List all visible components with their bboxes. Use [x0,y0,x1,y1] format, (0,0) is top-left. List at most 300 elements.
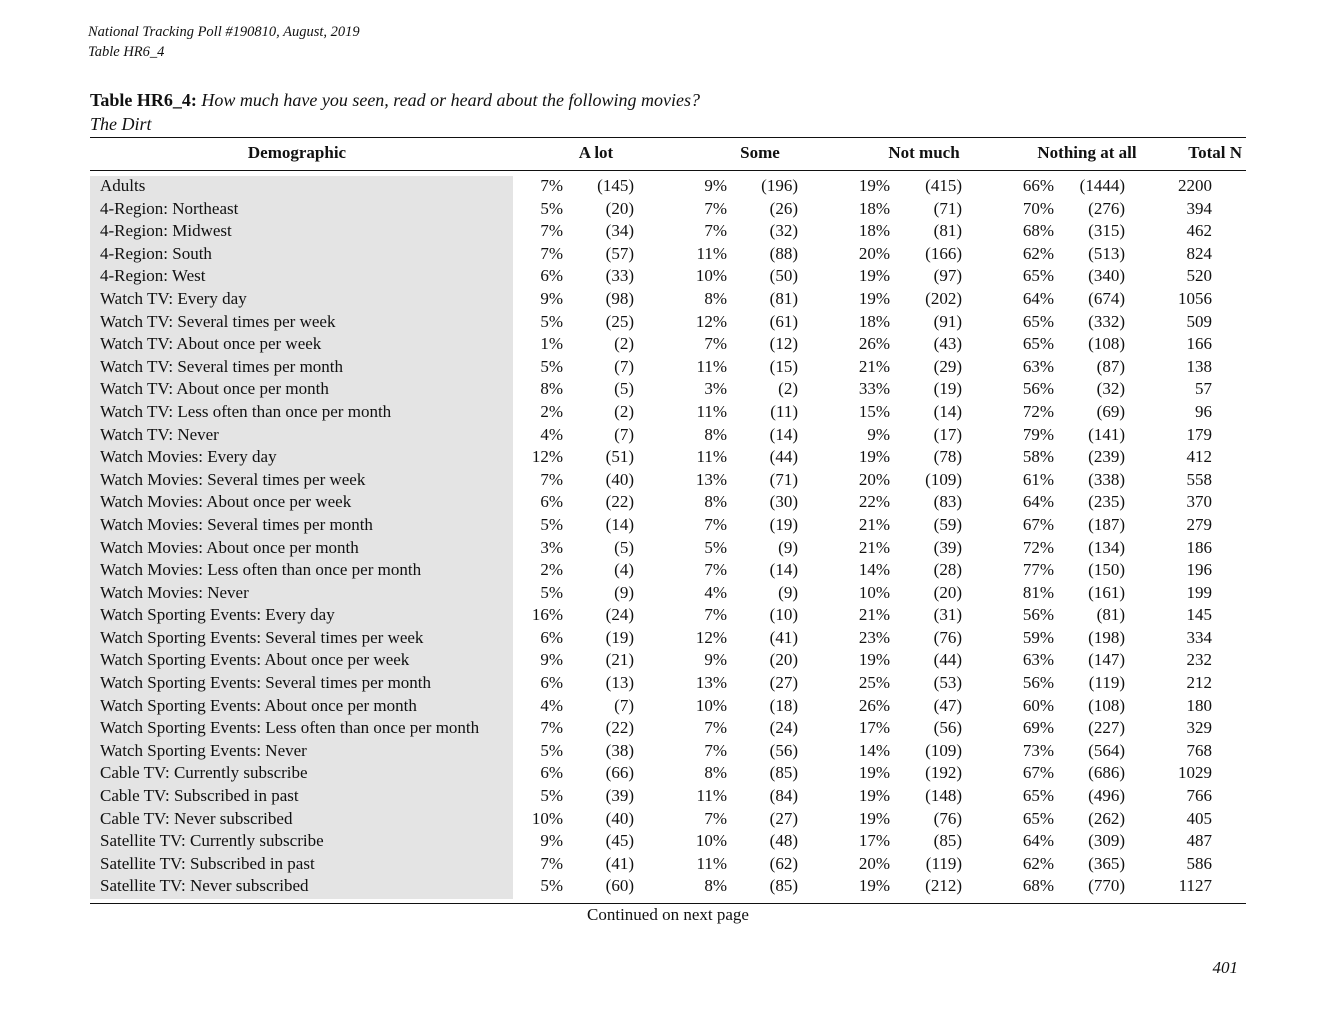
cell-not-much-n: (56) [933,718,962,738]
cell-a-lot-pct: 5% [540,311,563,331]
cell-a-lot-pct: 6% [540,492,563,512]
cell-nothing-pct: 58% [1022,447,1054,467]
cell-total-n: 1056 [1178,288,1212,308]
row-label: 4-Region: South [100,243,212,263]
cell-nothing-n: (332) [1088,311,1125,331]
table-row [90,491,1246,514]
cell-a-lot-pct: 3% [540,537,563,557]
cell-some-n: (9) [778,582,798,602]
row-label: Watch Movies: About once per month [100,537,359,557]
cell-total-n: 2200 [1178,176,1212,195]
cell-a-lot-n: (41) [605,853,634,873]
table-row [90,356,1246,379]
row-label: Watch Sporting Events: Less often than once per month [100,718,480,738]
row-label: Watch Movies: About once per week [100,492,352,512]
cell-some-pct: 4% [704,582,727,602]
cell-some-n: (196) [761,176,798,195]
cell-some-pct: 12% [695,627,727,647]
cell-nothing-pct: 67% [1022,763,1054,783]
row-label: Watch Movies: Every day [100,447,277,467]
cell-nothing-pct: 72% [1022,401,1054,421]
cell-not-much-n: (19) [933,379,962,399]
cell-total-n: 520 [1186,266,1212,286]
cell-not-much-pct: 19% [858,288,890,308]
cell-some-pct: 10% [695,695,727,715]
cell-not-much-pct: 17% [858,831,890,851]
row-label: Watch TV: Every day [100,288,247,308]
col-header-demographic: Demographic [247,143,347,162]
cell-some-n: (44) [769,447,798,467]
cell-some-pct: 10% [695,831,727,851]
col-header-not-much: Not much [888,143,960,162]
cell-a-lot-n: (13) [605,673,634,693]
cell-not-much-n: (53) [933,673,962,693]
cell-not-much-n: (31) [933,605,962,625]
row-label: Satellite TV: Never subscribed [100,876,309,896]
cell-not-much-pct: 15% [858,401,890,421]
cell-not-much-n: (85) [933,831,962,851]
cell-not-much-n: (91) [933,311,962,331]
cell-nothing-n: (564) [1088,740,1125,760]
page-number: 401 [1212,958,1238,977]
cell-not-much-n: (47) [933,695,962,715]
row-label: Watch Sporting Events: Several times per week [100,627,424,647]
cell-total-n: 1127 [1178,876,1212,896]
cell-a-lot-pct: 4% [540,424,563,444]
table-row [90,175,1246,198]
cell-nothing-n: (674) [1088,288,1125,308]
cell-nothing-pct: 63% [1022,650,1054,670]
cell-nothing-pct: 81% [1022,582,1054,602]
cell-nothing-pct: 65% [1022,334,1054,354]
table-row [90,243,1246,266]
row-label: Adults [100,176,146,195]
cell-total-n: 487 [1186,831,1212,851]
cell-some-n: (32) [769,221,798,241]
cell-a-lot-pct: 9% [540,288,563,308]
cell-some-pct: 7% [704,605,727,625]
cell-nothing-n: (108) [1088,695,1125,715]
cell-some-pct: 7% [704,221,727,241]
cell-nothing-pct: 62% [1022,243,1054,263]
cell-not-much-pct: 10% [858,582,890,602]
cell-nothing-pct: 60% [1022,695,1054,715]
cell-nothing-pct: 67% [1022,514,1054,534]
cell-a-lot-pct: 16% [531,605,563,625]
cell-some-pct: 5% [704,537,727,557]
table-row [90,469,1246,492]
cell-a-lot-n: (7) [614,356,634,376]
cell-total-n: 509 [1186,311,1212,331]
cell-nothing-n: (32) [1096,379,1125,399]
cell-some-pct: 9% [704,176,727,195]
cell-not-much-n: (59) [933,514,962,534]
cell-some-pct: 7% [704,808,727,828]
cell-nothing-n: (513) [1088,243,1125,263]
cell-a-lot-n: (24) [605,605,634,625]
cell-some-n: (20) [769,650,798,670]
cell-not-much-pct: 18% [858,311,890,331]
cell-not-much-n: (109) [925,469,962,489]
table-row [90,514,1246,537]
cell-a-lot-pct: 4% [540,695,563,715]
cell-some-pct: 11% [696,786,727,806]
cell-a-lot-n: (51) [605,447,634,467]
cell-nothing-pct: 65% [1022,266,1054,286]
row-label: Watch Sporting Events: About once per month [100,695,417,715]
col-header-a-lot: A lot [578,143,614,162]
cell-nothing-pct: 61% [1022,469,1054,489]
cell-not-much-pct: 19% [858,266,890,286]
cell-nothing-n: (227) [1088,718,1125,738]
cell-a-lot-pct: 6% [540,673,563,693]
table-row [90,333,1246,356]
cell-not-much-n: (39) [933,537,962,557]
cell-some-pct: 3% [704,379,727,399]
cell-some-n: (85) [769,876,798,896]
cell-a-lot-pct: 5% [540,582,563,602]
cell-a-lot-n: (145) [597,176,634,195]
cell-nothing-n: (309) [1088,831,1125,851]
cell-some-n: (88) [769,243,798,263]
cell-not-much-n: (76) [933,627,962,647]
cell-not-much-n: (76) [933,808,962,828]
cell-nothing-pct: 68% [1022,876,1054,896]
table-row [90,424,1246,447]
cell-some-n: (71) [769,469,798,489]
table-row [90,537,1246,560]
cell-a-lot-pct: 6% [540,763,563,783]
row-label: Satellite TV: Currently subscribe [100,831,324,851]
table-row [90,288,1246,311]
cell-a-lot-pct: 7% [540,176,563,195]
cell-a-lot-pct: 7% [540,853,563,873]
cell-a-lot-n: (9) [614,582,634,602]
cell-not-much-pct: 21% [858,537,890,557]
cell-total-n: 412 [1186,447,1212,467]
table-title [90,88,700,136]
cell-some-pct: 11% [696,853,727,873]
cell-not-much-pct: 20% [858,469,890,489]
cell-not-much-n: (44) [933,650,962,670]
cell-some-n: (19) [769,514,798,534]
cell-a-lot-n: (20) [605,198,634,218]
cell-total-n: 279 [1186,514,1212,534]
cell-nothing-pct: 59% [1022,627,1054,647]
row-label: Cable TV: Subscribed in past [100,786,299,806]
table-row [90,717,1246,740]
cell-nothing-n: (338) [1088,469,1125,489]
cell-total-n: 1029 [1178,763,1212,783]
cell-a-lot-n: (14) [605,514,634,534]
cell-a-lot-n: (40) [605,469,634,489]
cell-nothing-pct: 79% [1022,424,1054,444]
cell-a-lot-n: (19) [605,627,634,647]
cell-not-much-n: (212) [925,876,962,896]
cell-a-lot-n: (39) [605,786,634,806]
cell-some-n: (24) [769,718,798,738]
cell-some-n: (9) [778,537,798,557]
cell-total-n: 586 [1186,853,1212,873]
row-label: Watch TV: Several times per month [100,356,344,376]
cell-some-n: (61) [769,311,798,331]
cell-a-lot-pct: 7% [540,243,563,263]
cell-a-lot-n: (25) [605,311,634,331]
cell-some-n: (12) [769,334,798,354]
cell-not-much-pct: 19% [858,650,890,670]
cell-some-pct: 11% [696,401,727,421]
cell-some-n: (81) [769,288,798,308]
cell-a-lot-pct: 5% [540,740,563,760]
cell-a-lot-pct: 9% [540,650,563,670]
table-row [90,198,1246,221]
cell-some-pct: 7% [704,198,727,218]
cell-nothing-n: (315) [1088,221,1125,241]
table-row [90,808,1246,831]
table-row [90,446,1246,469]
row-label: Watch Sporting Events: About once per week [100,650,410,670]
cell-a-lot-pct: 8% [540,379,563,399]
cell-a-lot-pct: 7% [540,469,563,489]
cell-not-much-pct: 19% [858,176,890,195]
row-label: Watch TV: Several times per week [100,311,336,331]
cell-a-lot-n: (22) [605,718,634,738]
top-rule [90,137,1246,138]
cell-nothing-n: (496) [1088,786,1125,806]
cell-a-lot-n: (45) [605,831,634,851]
cell-some-pct: 13% [695,673,727,693]
cell-some-n: (85) [769,763,798,783]
cell-not-much-n: (202) [925,288,962,308]
table-id: Table HR6_4 [88,44,165,60]
cell-nothing-pct: 66% [1022,176,1054,195]
cell-not-much-n: (109) [925,740,962,760]
cell-total-n: 180 [1186,695,1212,715]
cell-a-lot-n: (2) [614,401,634,421]
row-label: Watch Movies: Never [100,582,249,602]
cell-not-much-n: (166) [925,243,962,263]
cell-some-pct: 11% [696,356,727,376]
cell-a-lot-n: (98) [605,288,634,308]
cell-a-lot-n: (38) [605,740,634,760]
cell-a-lot-n: (2) [614,334,634,354]
cell-some-pct: 8% [704,288,727,308]
cell-nothing-n: (239) [1088,447,1125,467]
cell-some-pct: 11% [696,243,727,263]
cell-nothing-n: (108) [1088,334,1125,354]
cell-nothing-pct: 64% [1022,492,1054,512]
cell-not-much-n: (148) [925,786,962,806]
table-subtitle: The Dirt [90,114,152,134]
table-row [90,220,1246,243]
cell-some-n: (26) [769,198,798,218]
cell-some-n: (41) [769,627,798,647]
cell-some-pct: 7% [704,514,727,534]
cell-not-much-pct: 18% [858,198,890,218]
cell-total-n: 766 [1186,786,1212,806]
cell-a-lot-pct: 5% [540,514,563,534]
col-header-some: Some [740,143,780,162]
cell-some-pct: 7% [704,740,727,760]
cell-some-n: (15) [769,356,798,376]
cell-total-n: 138 [1186,356,1212,376]
table-row [90,672,1246,695]
cell-nothing-n: (262) [1088,808,1125,828]
cell-some-pct: 8% [704,424,727,444]
cell-not-much-n: (119) [925,853,962,873]
cell-not-much-pct: 25% [858,673,890,693]
cell-some-pct: 11% [696,447,727,467]
cell-nothing-pct: 65% [1022,311,1054,331]
cell-a-lot-pct: 2% [540,560,563,580]
cell-nothing-pct: 63% [1022,356,1054,376]
cell-not-much-pct: 20% [858,853,890,873]
cell-a-lot-n: (40) [605,808,634,828]
cell-nothing-n: (147) [1088,650,1125,670]
cell-nothing-n: (276) [1088,198,1125,218]
cell-some-n: (56) [769,740,798,760]
cell-total-n: 145 [1186,605,1212,625]
cell-not-much-pct: 19% [858,447,890,467]
table-row [90,604,1246,627]
row-label: Watch Sporting Events: Several times per month [100,673,432,693]
cell-a-lot-pct: 6% [540,627,563,647]
cell-nothing-pct: 64% [1022,831,1054,851]
cell-a-lot-pct: 5% [540,356,563,376]
table-row [90,401,1246,424]
cell-total-n: 96 [1195,401,1212,421]
cell-not-much-pct: 33% [858,379,890,399]
cell-not-much-pct: 18% [858,221,890,241]
running-header [88,22,360,62]
cell-nothing-pct: 65% [1022,808,1054,828]
cell-total-n: 462 [1186,221,1212,241]
cell-a-lot-n: (5) [614,379,634,399]
cell-nothing-n: (119) [1088,673,1125,693]
cell-nothing-n: (235) [1088,492,1125,512]
cell-nothing-pct: 65% [1022,786,1054,806]
row-label: Cable TV: Never subscribed [100,808,293,828]
cell-nothing-pct: 64% [1022,288,1054,308]
cell-some-n: (11) [770,401,798,421]
cell-total-n: 166 [1186,334,1212,354]
table-row [90,582,1246,605]
cell-total-n: 370 [1186,492,1212,512]
cell-not-much-n: (20) [933,582,962,602]
cell-nothing-n: (134) [1088,537,1125,557]
cell-total-n: 768 [1186,740,1212,760]
cell-not-much-pct: 14% [858,560,890,580]
cell-nothing-pct: 68% [1022,221,1054,241]
cell-total-n: 334 [1186,627,1212,647]
cell-not-much-pct: 21% [858,356,890,376]
table-row [90,378,1246,401]
cell-not-much-n: (29) [933,356,962,376]
cell-some-n: (27) [769,808,798,828]
cell-nothing-pct: 72% [1022,537,1054,557]
cell-total-n: 394 [1186,198,1212,218]
cell-not-much-n: (78) [933,447,962,467]
cell-nothing-pct: 77% [1022,560,1054,580]
cell-nothing-n: (187) [1088,514,1125,534]
cell-nothing-n: (198) [1088,627,1125,647]
cell-a-lot-n: (22) [605,492,634,512]
cell-some-pct: 13% [695,469,727,489]
cell-nothing-n: (141) [1088,424,1125,444]
cell-some-n: (30) [769,492,798,512]
cell-a-lot-n: (7) [614,424,634,444]
cell-nothing-pct: 56% [1022,673,1054,693]
cell-a-lot-n: (5) [614,537,634,557]
cell-not-much-pct: 19% [858,763,890,783]
cell-a-lot-pct: 9% [540,831,563,851]
cell-some-n: (14) [769,424,798,444]
cell-total-n: 212 [1186,673,1212,693]
cell-a-lot-n: (4) [614,560,634,580]
cell-total-n: 186 [1186,537,1212,557]
cell-not-much-n: (415) [925,176,962,195]
poll-title: National Tracking Poll #190810, August, 2019 [88,24,360,40]
cell-some-pct: 10% [695,266,727,286]
table-row [90,830,1246,853]
table-row [90,875,1246,898]
cell-some-n: (48) [769,831,798,851]
cell-not-much-pct: 23% [858,627,890,647]
cell-not-much-pct: 9% [867,424,890,444]
cell-some-n: (50) [769,266,798,286]
table-row [90,311,1246,334]
cell-a-lot-pct: 12% [531,447,563,467]
cell-nothing-pct: 62% [1022,853,1054,873]
table-row [90,559,1246,582]
cell-some-n: (10) [769,605,798,625]
cell-not-much-n: (28) [933,560,962,580]
cell-not-much-pct: 19% [858,808,890,828]
cell-not-much-pct: 26% [858,695,890,715]
cell-nothing-n: (161) [1088,582,1125,602]
table-question: How much have you seen, read or heard about the following movies? [201,90,700,110]
cell-some-pct: 8% [704,492,727,512]
cell-a-lot-pct: 1% [540,334,563,354]
cell-not-much-pct: 20% [858,243,890,263]
cell-not-much-n: (83) [933,492,962,512]
cell-some-pct: 8% [704,876,727,896]
cell-some-n: (14) [769,560,798,580]
row-label: Watch TV: About once per month [100,379,329,399]
row-label: Watch Sporting Events: Every day [100,605,335,625]
cell-nothing-n: (87) [1096,356,1125,376]
row-label: Satellite TV: Subscribed in past [100,853,315,873]
bottom-rule [90,903,1246,904]
cell-some-pct: 12% [695,311,727,331]
cell-a-lot-pct: 5% [540,786,563,806]
cell-a-lot-n: (34) [605,221,634,241]
cell-some-pct: 9% [704,650,727,670]
cell-nothing-n: (81) [1096,605,1125,625]
table-row [90,853,1246,876]
table-row [90,695,1246,718]
cell-some-pct: 7% [704,718,727,738]
row-label: Watch TV: About once per week [100,334,322,354]
continued-note: Continued on next page [587,905,749,924]
cell-a-lot-pct: 5% [540,198,563,218]
cell-nothing-n: (1444) [1079,176,1125,195]
cell-total-n: 196 [1186,560,1212,580]
cell-not-much-pct: 26% [858,334,890,354]
cell-a-lot-pct: 2% [540,401,563,421]
cell-not-much-n: (81) [933,221,962,241]
cell-a-lot-pct: 7% [540,718,563,738]
